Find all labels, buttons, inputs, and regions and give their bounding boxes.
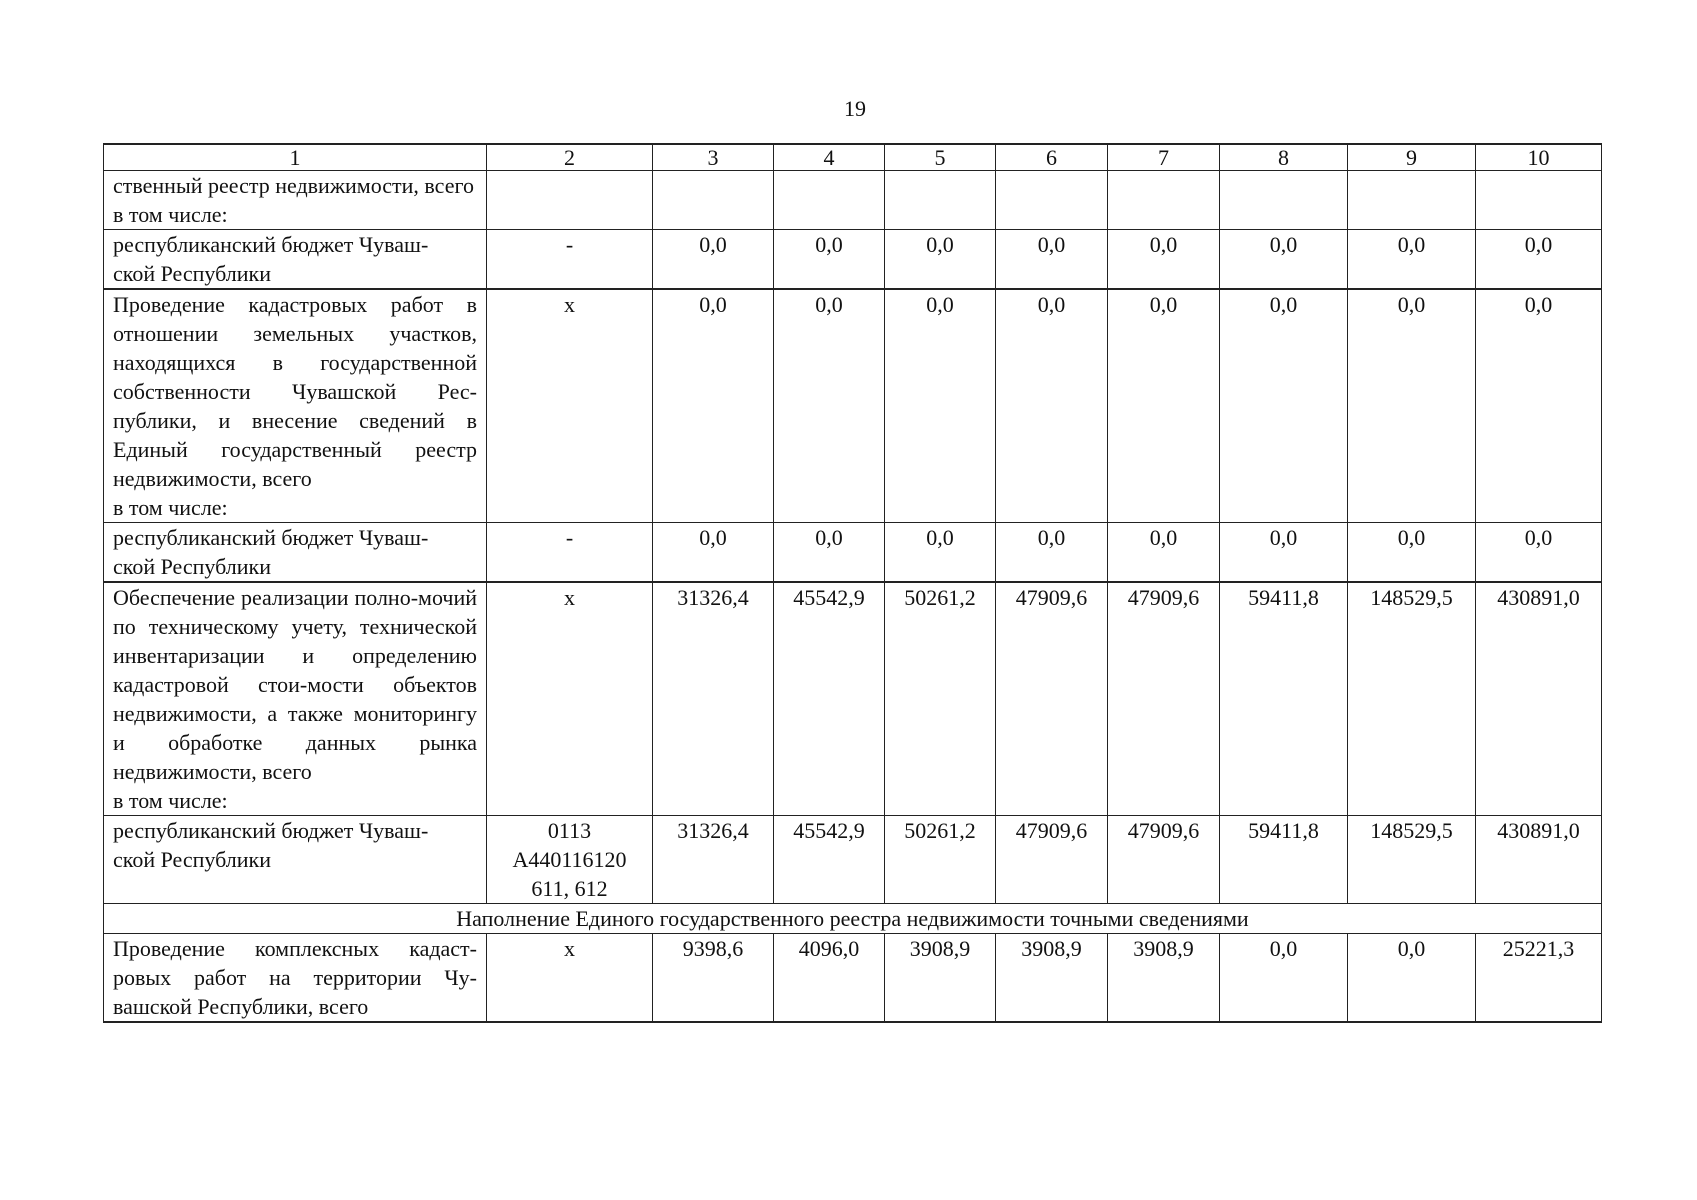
row-value: 0,0 — [1108, 523, 1220, 583]
row-code: х — [487, 934, 653, 1023]
row-name: Обеспечение реализации полно-мочий по техническому учету, технической инвентаризации и определению кадастровой стои-мости объектов недвижимости, а также мониторингу и обработке данных рынка недвижимости, всего в том числе: — [104, 582, 487, 816]
column-header: 2 — [487, 144, 653, 171]
row-value — [1476, 171, 1602, 230]
row-value: 25221,3 — [1476, 934, 1602, 1023]
row-value: 47909,6 — [1108, 582, 1220, 816]
row-value: 3908,9 — [885, 934, 996, 1023]
row-value: 0,0 — [1476, 230, 1602, 290]
column-header: 10 — [1476, 144, 1602, 171]
row-value — [1108, 171, 1220, 230]
budget-table — [103, 143, 1602, 1023]
column-header: 5 — [885, 144, 996, 171]
row-value: 0,0 — [996, 289, 1108, 523]
column-header: 6 — [996, 144, 1108, 171]
row-value: 0,0 — [1348, 230, 1476, 290]
row-value: 430891,0 — [1476, 582, 1602, 816]
column-header: 7 — [1108, 144, 1220, 171]
row-value: 45542,9 — [774, 816, 885, 904]
row-value: 148529,5 — [1348, 816, 1476, 904]
row-value: 4096,0 — [774, 934, 885, 1023]
column-header: 8 — [1220, 144, 1348, 171]
row-value: 0,0 — [653, 289, 774, 523]
column-number-row — [104, 144, 1602, 171]
row-value: 0,0 — [885, 230, 996, 290]
row-value: 50261,2 — [885, 582, 996, 816]
table-row — [104, 230, 1602, 290]
column-header: 4 — [774, 144, 885, 171]
table-row — [104, 171, 1602, 230]
row-value — [1220, 171, 1348, 230]
row-value — [1348, 171, 1476, 230]
row-value: 59411,8 — [1220, 816, 1348, 904]
column-header: 1 — [104, 144, 487, 171]
row-value: 31326,4 — [653, 816, 774, 904]
row-code: 0113 А440116120 611, 612 — [487, 816, 653, 904]
row-value: 47909,6 — [1108, 816, 1220, 904]
row-value: 0,0 — [1348, 523, 1476, 583]
column-header: 9 — [1348, 144, 1476, 171]
table-row — [104, 582, 1602, 816]
row-value: 50261,2 — [885, 816, 996, 904]
row-name: республиканский бюджет Чуваш- ской Республики — [104, 523, 487, 583]
page-number: 19 — [844, 96, 866, 121]
row-value: 0,0 — [1348, 289, 1476, 523]
row-value: 3908,9 — [996, 934, 1108, 1023]
table-row — [104, 523, 1602, 583]
row-name: республиканский бюджет Чуваш- ской Республики — [104, 230, 487, 290]
row-value: 0,0 — [996, 523, 1108, 583]
row-value: 0,0 — [1220, 230, 1348, 290]
row-value: 3908,9 — [1108, 934, 1220, 1023]
row-value: 0,0 — [774, 523, 885, 583]
row-value: 9398,6 — [653, 934, 774, 1023]
row-value: 0,0 — [885, 523, 996, 583]
row-value: 0,0 — [653, 523, 774, 583]
row-name: ственный реестр недвижимости, всего в том числе: — [104, 171, 487, 230]
row-value — [653, 171, 774, 230]
row-value: 31326,4 — [653, 582, 774, 816]
column-header: 3 — [653, 144, 774, 171]
row-code — [487, 171, 653, 230]
row-value: 430891,0 — [1476, 816, 1602, 904]
table-row — [104, 934, 1602, 1023]
row-value: 0,0 — [885, 289, 996, 523]
row-value — [996, 171, 1108, 230]
row-value: 0,0 — [1476, 289, 1602, 523]
row-value: 0,0 — [1220, 523, 1348, 583]
row-value: 59411,8 — [1220, 582, 1348, 816]
table-row — [104, 816, 1602, 904]
row-value: 0,0 — [774, 230, 885, 290]
row-name: республиканский бюджет Чуваш- ской Республики — [104, 816, 487, 904]
row-value: 148529,5 — [1348, 582, 1476, 816]
row-code: - — [487, 523, 653, 583]
row-name: Проведение кадастровых работ в отношении земельных участков, находящихся в государственной собственности Чувашской Рес-публики, и внесение сведений в Единый государственный реестр недвижимости, всего в том числе: — [104, 289, 487, 523]
row-value: 0,0 — [996, 230, 1108, 290]
row-code: х — [487, 289, 653, 523]
table-row — [104, 289, 1602, 523]
row-value: 0,0 — [1220, 934, 1348, 1023]
table-body — [104, 171, 1602, 904]
row-value — [885, 171, 996, 230]
row-value: 47909,6 — [996, 816, 1108, 904]
section-title-row — [104, 904, 1602, 934]
row-value: 0,0 — [653, 230, 774, 290]
row-value: 0,0 — [1220, 289, 1348, 523]
row-code: х — [487, 582, 653, 816]
row-value: 0,0 — [774, 289, 885, 523]
row-name: Проведение комплексных кадаст-ровых работ на территории Чу-вашской Республики, всего — [104, 934, 487, 1023]
row-value: 0,0 — [1108, 230, 1220, 290]
row-value: 0,0 — [1476, 523, 1602, 583]
section-title: Наполнение Единого государственного реестра недвижимости точными сведениями — [104, 904, 1602, 934]
row-value: 47909,6 — [996, 582, 1108, 816]
row-code: - — [487, 230, 653, 290]
row-value — [774, 171, 885, 230]
row-value: 0,0 — [1108, 289, 1220, 523]
row-value: 0,0 — [1348, 934, 1476, 1023]
row-value: 45542,9 — [774, 582, 885, 816]
